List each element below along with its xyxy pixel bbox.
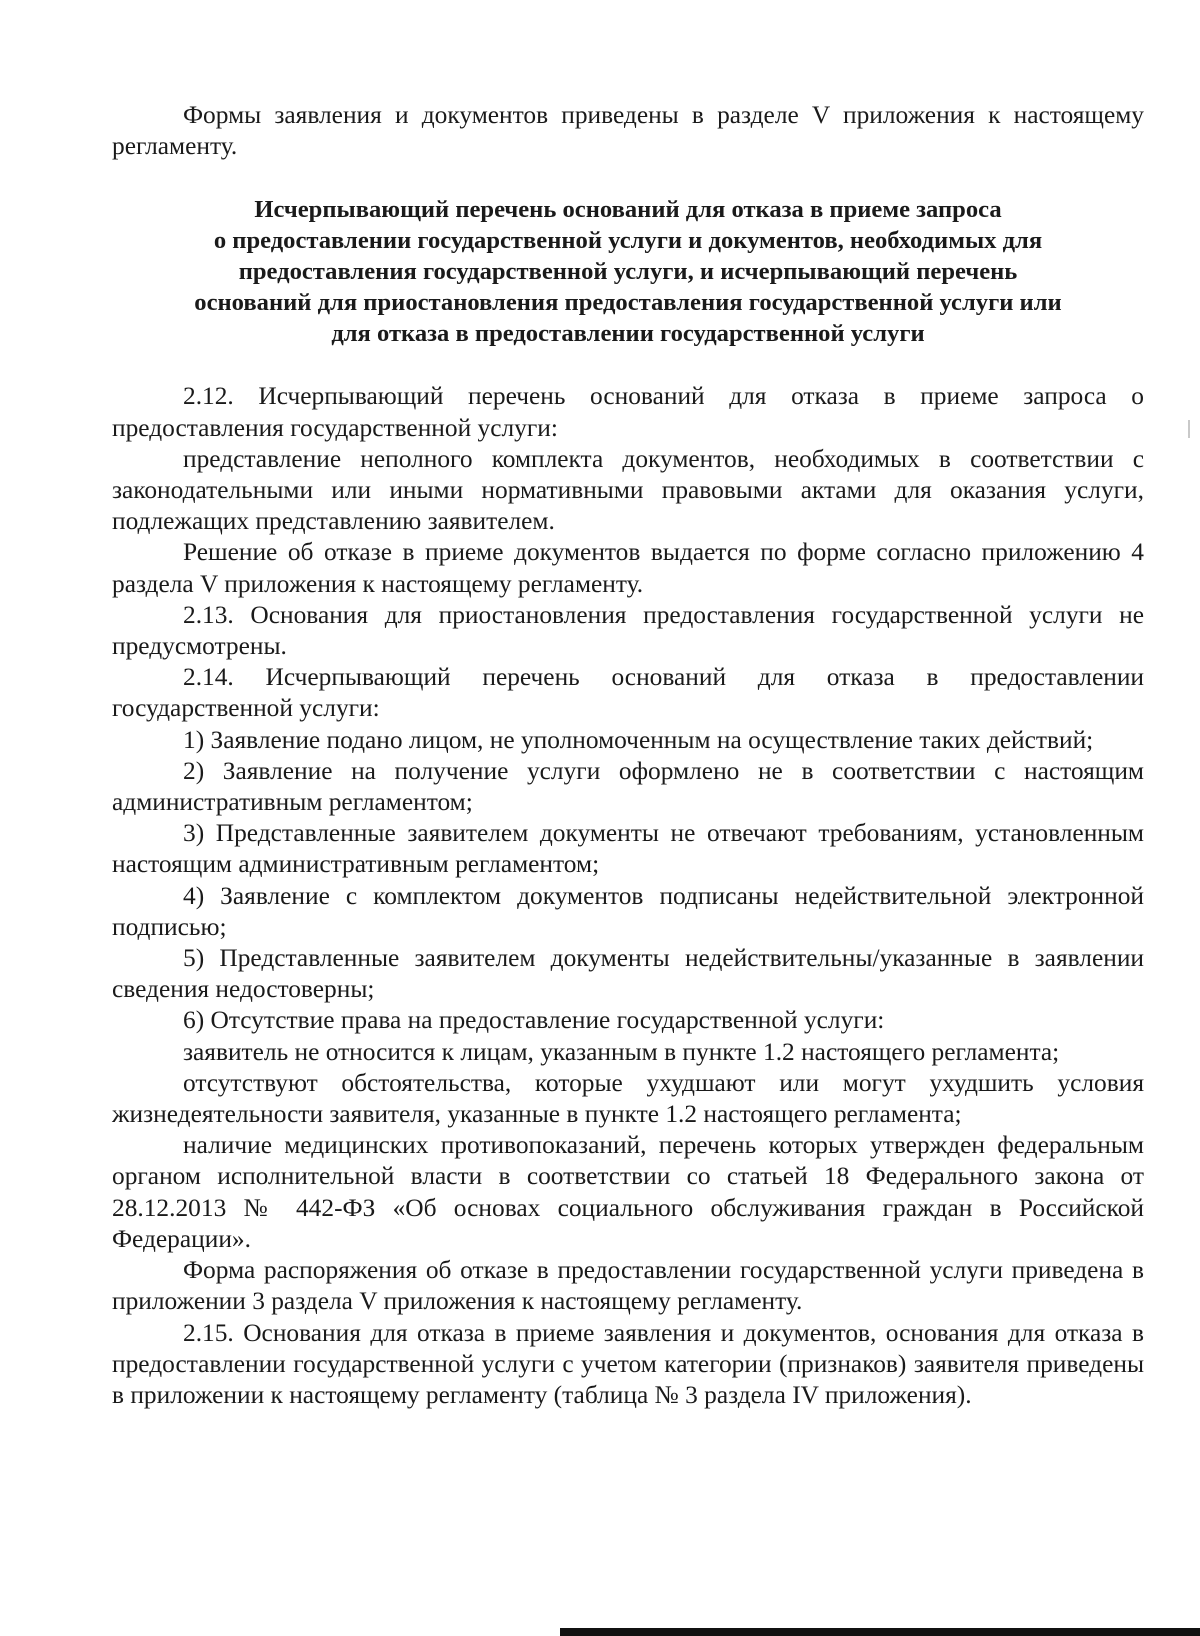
- intro-paragraph: Формы заявления и документов приведены в разделе V приложения к настоящему регламенту.: [112, 101, 1144, 161]
- paragraph-2-14: 2.14. Исчерпывающий перечень оснований для отказа в предоставлении государственной услуги:: [112, 663, 1144, 723]
- list-item-1: 1) Заявление подано лицом, не уполномоченным на осуществление таких действий;: [183, 725, 1094, 754]
- scan-bottom-edge: [560, 1628, 1200, 1636]
- heading-line: для отказа в предоставлении государственной услуги: [331, 320, 925, 348]
- paragraph-refusal-decision: Решение об отказе в приеме документов выдается по форме согласно приложению 4 раздела V приложения к настоящему регламенту.: [112, 538, 1144, 598]
- document-page: [112, 100, 1144, 1411]
- paragraph-refusal-order-form: Форма распоряжения об отказе в предоставлении государственной услуги приведена в приложении 3 раздела V приложения к настоящему регламенту.: [112, 1256, 1144, 1316]
- scan-artifact: [1188, 420, 1190, 438]
- list-item-5: 5) Представленные заявителем документы недействительны/указанные в заявлении сведения недостоверны;: [112, 944, 1144, 1004]
- spacer: [112, 349, 1144, 381]
- paragraph-2-12: 2.12. Исчерпывающий перечень оснований для отказа в приеме запроса о предоставления государственной услуги:: [112, 382, 1144, 442]
- heading-line: Исчерпывающий перечень оснований для отказа в приеме запроса: [254, 196, 1002, 224]
- list-item-6: 6) Отсутствие права на предоставление государственной услуги:: [183, 1006, 885, 1035]
- list-item-2: 2) Заявление на получение услуги оформлено не в соответствии с настоящим административным регламентом;: [112, 756, 1144, 817]
- spacer: [112, 162, 1144, 194]
- section-heading: [112, 194, 1144, 349]
- list-item-4: 4) Заявление с комплектом документов подписаны недействительной электронной подписью;: [112, 881, 1144, 941]
- heading-line: оснований для приостановления предоставления государственной услуги или: [194, 289, 1062, 317]
- heading-line: предоставления государственной услуги, и исчерпывающий перечень: [238, 258, 1018, 286]
- sub-item-medical-contraindications: наличие медицинских противопоказаний, перечень которых утвержден федеральным органом исполнительной власти в соответствии со статьей 18 Федерального закона от 28.12.2013 № 442-ФЗ «Об основах социального обслуживания граждан в Российской Федерации».: [112, 1131, 1144, 1253]
- heading-line: о предоставлении государственной услуги и документов, необходимых для: [213, 227, 1043, 255]
- sub-item-not-eligible: заявитель не относится к лицам, указанным в пункте 1.2 настоящего регламента;: [183, 1037, 1060, 1066]
- paragraph-incomplete-docs: представление неполного комплекта документов, необходимых в соответствии с законодательными или иными нормативными правовыми актами для оказания услуги, подлежащих представлению заявителем.: [112, 444, 1144, 536]
- list-item-3: 3) Представленные заявителем документы не отвечают требованиям, установленным настоящим административным регламентом;: [112, 819, 1144, 879]
- paragraph-2-13: 2.13. Основания для приостановления предоставления государственной услуги не предусмотрены.: [112, 600, 1144, 661]
- paragraph-2-15: 2.15. Основания для отказа в приеме заявления и документов, основания для отказа в предоставлении государственной услуги с учетом категории (признаков) заявителя приведены в приложении к настоящему регламенту (таблица № 3 раздела IV приложения).: [112, 1318, 1144, 1409]
- sub-item-no-circumstances: отсутствуют обстоятельства, которые ухудшают или могут ухудшить условия жизнедеятельности заявителя, указанные в пункте 1.2 настоящего регламента;: [112, 1068, 1144, 1129]
- body-text: [112, 381, 1144, 1411]
